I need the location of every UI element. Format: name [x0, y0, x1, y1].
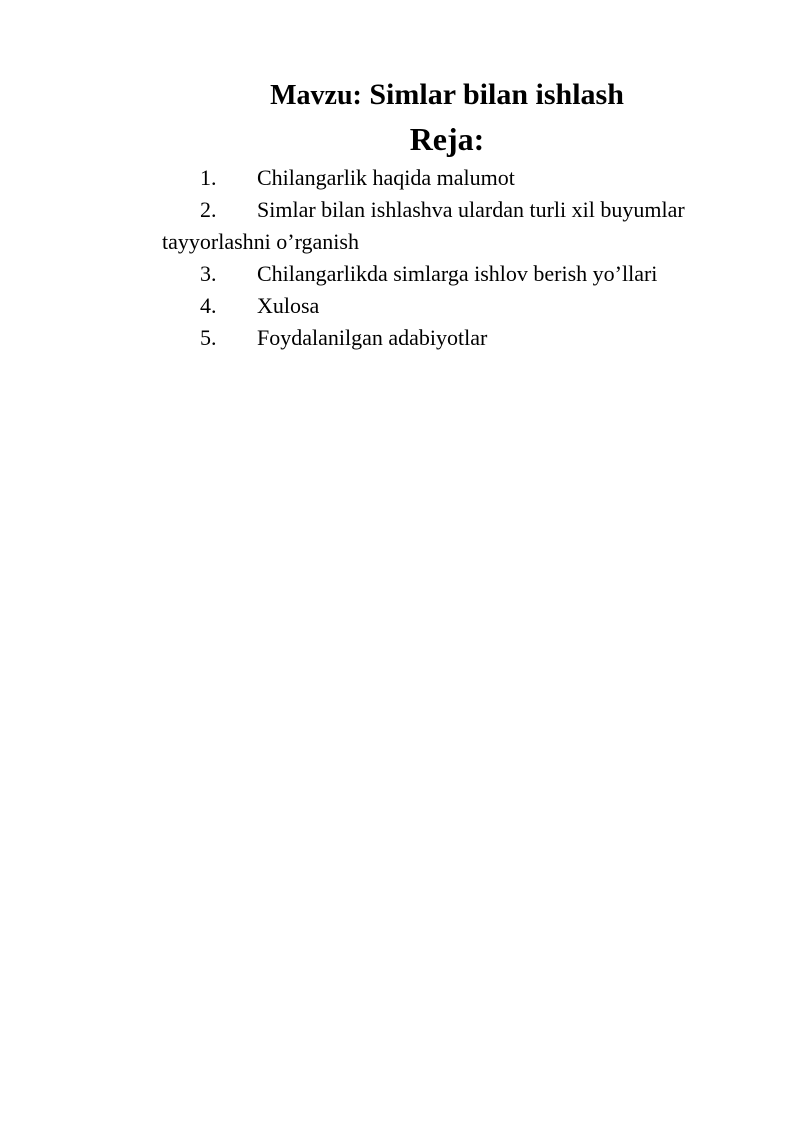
- list-item: [162, 322, 752, 354]
- list-item-number: 4.: [200, 293, 217, 318]
- list-item: [162, 162, 752, 194]
- list-item-text: Simlar bilan ishlashva ulardan turli xil buyumlar: [257, 197, 685, 222]
- list-item-text: Chilangarlik haqida malumot: [257, 165, 515, 190]
- list-item-text: Chilangarlikda simlarga ishlov berish yo’llari: [257, 261, 658, 286]
- title-text: Simlar bilan ishlash: [369, 78, 624, 111]
- list-item-text: Xulosa: [257, 293, 320, 318]
- plan-list: [162, 162, 752, 354]
- list-item-text: Foydalanilgan adabiyotlar: [257, 325, 488, 350]
- page-title: [0, 80, 800, 110]
- list-item: [162, 258, 752, 290]
- list-item-number: 3.: [200, 261, 217, 286]
- list-item-continuation: tayyorlashni o’rganish: [162, 229, 359, 254]
- plan-heading: Reja:: [409, 121, 485, 157]
- list-item-number: 5.: [200, 325, 217, 350]
- list-item: [162, 290, 752, 322]
- list-item-number: 1.: [200, 165, 217, 190]
- title-prefix: Mavzu:: [270, 80, 362, 111]
- list-item: [162, 194, 752, 258]
- list-item-number: 2.: [200, 197, 217, 222]
